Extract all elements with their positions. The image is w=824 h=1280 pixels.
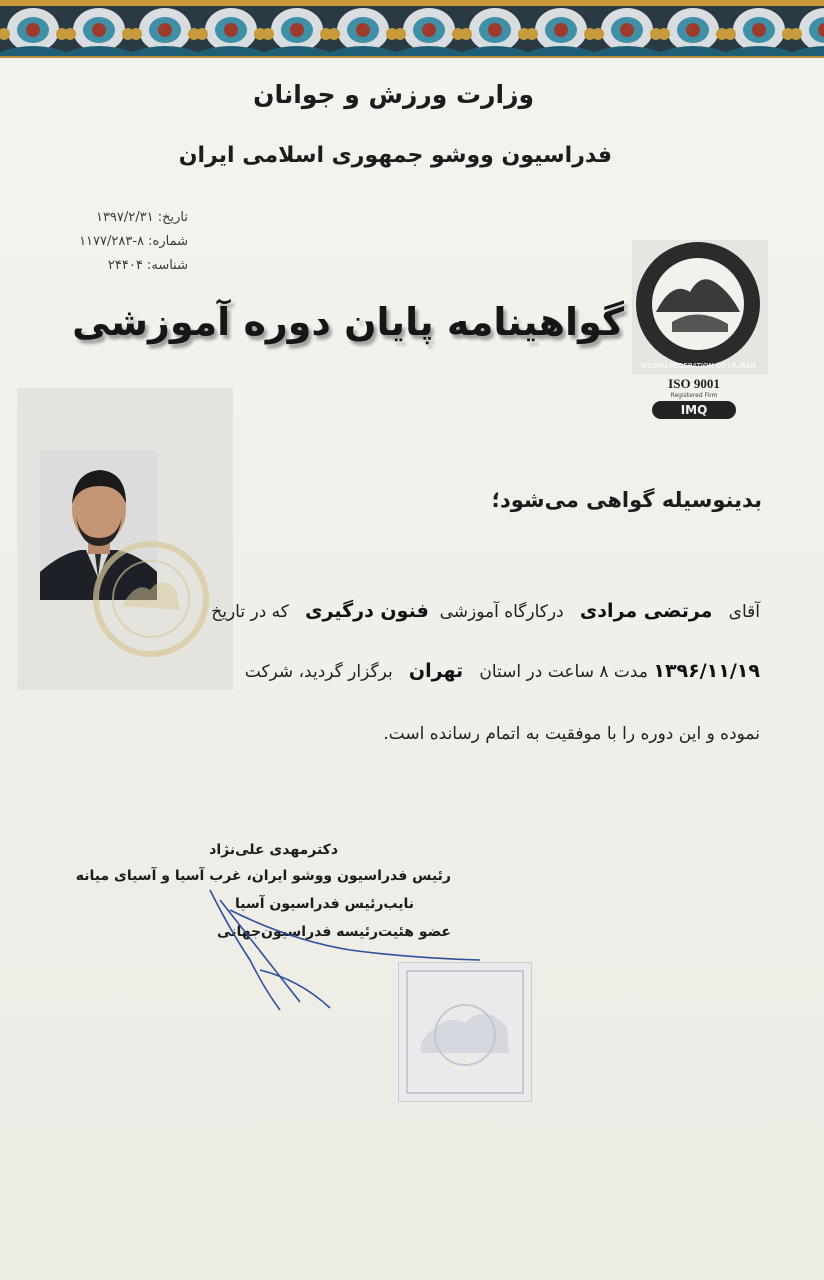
iso-sublabel: Registered Firm [670,392,718,399]
body-line-1 [211,600,760,622]
body-line-2 [245,660,760,682]
signer-role-3: عضو هئیت‌رئیسه فدراسیون‌جهانی [217,924,451,940]
intro-statement: بدینوسیله گواهی می‌شود؛ [491,488,762,512]
signer-name: دکترمهدی علی‌نژاد [209,842,338,858]
date-intro: که در تاریخ [211,602,289,622]
reference-number: شماره: ۸-۱۱۷۷/۲۸۳ [79,234,188,249]
course-date: ۱۳۹۶/۱۱/۱۹ [653,660,760,682]
ministry-heading: وزارت ورزش و جوانان [253,80,534,109]
salutation: آقای [728,602,760,622]
duration-text: مدت ۸ ساعت در استان [479,662,648,682]
certificate-title: گواهینامه پایان دوره آموزشی [72,300,624,344]
embossed-seal-icon [92,540,210,658]
body-line-3: نموده و این دوره را با موفقیت به اتمام رسانده است. [383,724,760,744]
iso-label: ISO 9001 [668,376,720,391]
province-name: تهران [408,660,464,682]
imq-badge: IMQ [652,401,736,419]
issue-date: تاریخ: ۱۳۹۷/۲/۳۱ [95,210,188,225]
iso-certification-icon [648,376,740,424]
document-id: شناسه: ۲۴۴۰۴ [107,258,188,273]
held-text: برگزار گردید، شرکت [244,662,393,682]
svg-text:WUSHU FEDERATION OF I.R.IRAN: WUSHU FEDERATION OF I.R.IRAN [640,362,756,370]
official-stamp-icon [398,962,532,1102]
course-name: فنون درگیری [305,600,429,622]
decorative-border-icon [0,0,824,64]
wushu-federation-logo-icon [632,240,768,374]
signer-role-2: نایب‌رئیس فدراسیون آسیا [234,896,414,912]
recipient-name: مرتضی مرادی [579,600,713,622]
workshop-label: درکارگاه آموزشی [439,602,564,622]
federation-heading: فدراسیون ووشو جمهوری اسلامی ایران [178,143,612,168]
signer-role-1: رئیس فدراسیون ووشو ایران، غرب آسیا و آسیای میانه [75,868,451,884]
